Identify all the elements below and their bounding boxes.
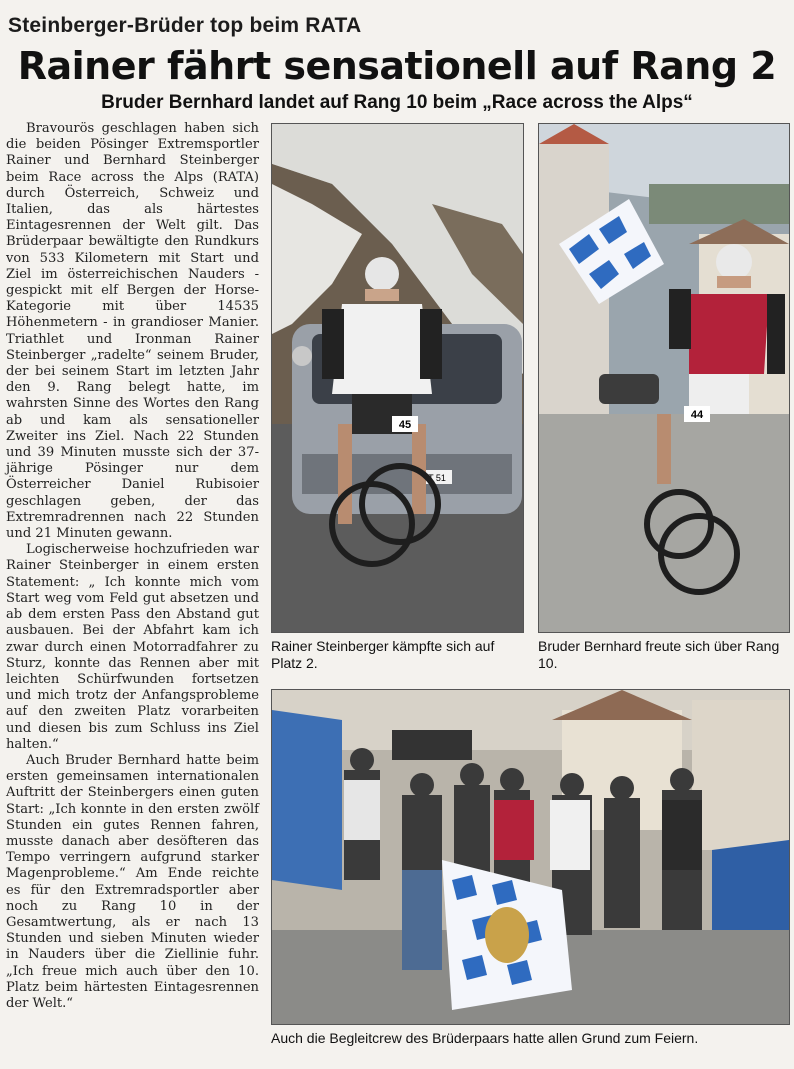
article-body xyxy=(6,121,259,1012)
photo-bernhard-flag xyxy=(538,123,790,633)
photo-caption: Bruder Bernhard freute sich über Rang 10. xyxy=(538,638,780,671)
article-paragraph: Auch Bruder Bernhard hatte beim ersten gemeinsamen internationalen Auftritt der Steinbergers einen guten Start: „Ich konnte in den ersten zwölf Stunden ein gutes Rennen fahren, musste danach aber desöfteren das Tempo verringern aufgrund starker Magenprobleme.“ Am Ende reichte es für den Extremradsportler aber noch zu Rang 10 in der Gesamtwertung, als er nach 13 Stunden und sieben Minuten wieder in Nauders über die Ziellinie fuhr. „Ich freue mich auch über den 10. Platz beim härtesten Eintagesrennen der Welt.“ xyxy=(6,752,259,1011)
plate-text: T 51 xyxy=(428,473,446,483)
article-headline: Rainer fährt sensationell auf Rang 2 xyxy=(17,44,777,88)
article-paragraph: Bravourös geschlagen haben sich die beiden Pösinger Extremsportler Rainer und Bernhard Steinberger beim Race across the Alps (RATA) durch Österreich, Schweiz und Italien, das als härtestes Eintagesrennen der Welt gilt. Das Brüderpaar bewältigte den Rundkurs von 533 Kilometern mit Start und Ziel im österreichischen Nauders - gespickt mit elf Bergen der Horse-Kategorie mit über 14535 Höhenmetern - in grandioser Manier. Triathlet und Ironman Rainer Steinberger „radelte“ seinem Bruder, der bei seinem Start im letzten Jahr den 9. Rang belegt hatte, im wahrsten Sinne des Wortes den Rang ab und kam als sensationeller Zweiter ins Ziel. Nach 22 Stunden und 39 Minuten musste sich der 37-jährige Pösinger nur dem Österreicher Daniel Rubisoier geschlagen geben, der das Extremradrennen nach 22 Stunden und 21 Minuten gewann. xyxy=(6,121,259,542)
photo-team-celebration xyxy=(271,689,790,1025)
article-paragraph: Logischerweise hochzufrieden war Rainer Steinberger in einem ersten Statement: „ Ich konnte mich vom Start weg vom Feld gut absetzen und ab dem ersten Pass den Abstand gut ausbauen. Bei der Abfahrt kam ich zwar durch einen Motorradfahrer zu Sturz, konnte das Rennen aber mit leichten Schürfwunden fortsetzen und mich trotz der Anfangsprobleme auf den zweiten Platz vorarbeiten und diesen bis zum Schluss ins Ziel halten.“ xyxy=(6,542,259,752)
bib-number: 44 xyxy=(690,409,704,421)
photo-caption: Auch die Begleitcrew des Brüderpaars hatte allen Grund zum Feiern. xyxy=(271,1030,699,1046)
bib-number: 45 xyxy=(398,419,412,431)
article-subheadline: Bruder Bernhard landet auf Rang 10 beim „Race across the Alps“ xyxy=(101,92,693,113)
photo-caption: Rainer Steinberger kämpfte sich auf Platz 2. xyxy=(271,638,495,671)
photo-rainer-cycling xyxy=(271,123,524,633)
article-kicker: Steinberger-Brüder top beim RATA xyxy=(8,14,362,37)
